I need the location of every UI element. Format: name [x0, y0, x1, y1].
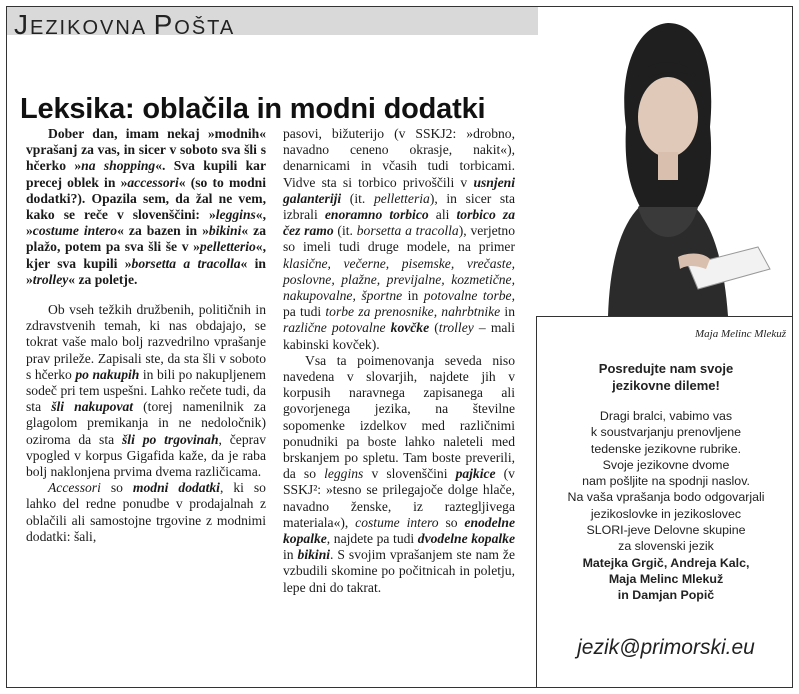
- answer-paragraph: Accessori so modni dodatki, ki so lahko del redne ponudbe v prodajalnah z oblačili ali samostojne trgovine z modnimi dodatki: šali,: [26, 480, 266, 544]
- article-column-1: [26, 126, 266, 545]
- contact-email[interactable]: jezik@primorski.eu: [577, 636, 755, 659]
- sidebar-body: Dragi bralci, vabimo vas k soustvarjanju prenovljene tedenske jezikovne rubrike. Svoje jezikovne dvome nam pošljite na spodnji naslov. Na vaša vprašanja bodo odgovarjali jezikoslovke in jezikoslovec SLORI-jeve Delovne skupine za slovenski jezik: [567, 409, 765, 554]
- sidebar-left-rule: [536, 316, 537, 688]
- sidebar-title: Posredujte nam svoje jezikovne dileme!: [598, 361, 734, 393]
- rubric-title: JEZIKOVNA POŠTA: [14, 9, 236, 40]
- answer-paragraph: pasovi, bižuterijo (v SSKJ2: »drobno, navadno ceneno okrasje, nakit«), denarnicami in včasih tudi torbicami. Vidve sta si torbico privoščili v usnjeni galanteriji (it. pelletteria), in sicer sta izbrali enoramno torbico ali torbico za čez ramo (it. borsetta a tracolla), verjetno so imeli tudi druge modele, na primer klasične, večerne, pisemske, vrečaste, poslovne, plažne, previjalne, kozmetične, nakupovalne, športne in potovalne torbe, pa tudi torbe za prenosnike, nahrbtnike in različne potovalne kovčke (trolley – mali kabinski kovček).: [283, 126, 515, 352]
- sidebar-top-rule: [536, 316, 793, 317]
- sidebar-box: [544, 360, 788, 604]
- author-photo: [538, 7, 792, 316]
- article-column-2: [283, 126, 515, 596]
- headline: Leksika: oblačila in modni dodatki: [20, 93, 486, 126]
- sidebar-names: Matejka Grgič, Andreja Kalc, Maja Melinc Mlekuž in Damjan Popič: [582, 555, 750, 603]
- portrait-illustration: [538, 7, 792, 316]
- answer-paragraph: Vsa ta poimenovanja seveda niso navedena v slovarjih, najdete jih v korpusih naravnega zapisanega ali govorjenega jezika, na številne sopomenke izdelkov med različnimi ponudniki pa boste lahko naleteli med brskanjem po spletu. Tam boste preverili, da so leggins v slovenščini pajkice (v SSKJ²: »tesno se prilegajoče dolge hlače, navadno ženske, iz raztegljivega materiala«), costume intero so enodelne kopalke, najdete pa tudi dvodelne kopalke in bikini. S svojim vprašanjem ste nam že vzbudili skomine po počitnicah in poletju, lepe dni do takrat.: [283, 352, 515, 595]
- photo-caption: Maja Melinc Mlekuž: [694, 328, 786, 340]
- answer-paragraph: Ob vseh težkih družbenih, političnih in zdravstvenih temah, ki nas obdajajo, se tokrat vaše malo bolj razvedrilno vprašanje prav prileže. Zapisali ste, da sta šli v soboto s hčerko po nakupih in bili po nakupljenem sodeč pri tem uspešni. Lahko rečete tudi, da sta šli nakupovat (torej namenilnik za glagolom premikanja in ne nedoločnik) oziroma da sta šli po trgovinah, čeprav vpogled v korpus Gigafida kaže, da je raba bolj naklonjena prvima dvema različicama.: [26, 302, 267, 480]
- reader-question: Dober dan, imam nekaj »modnih« vprašanj za vas, in sicer v soboto sva šli s hčerko »na shopping«. Sva kupili kar precej oblek in »accessori« (so to modni dodatki?). Opazila sem, da žal ne vem, kako se reče v slovenščini: »leggins«, »costume intero« za bazen in »bikini« za plažo, potem pa sva šli še v »pelletterio«, kjer sva kupili »borsetta a tracolla« in »trolley« za poletje.: [26, 126, 267, 287]
